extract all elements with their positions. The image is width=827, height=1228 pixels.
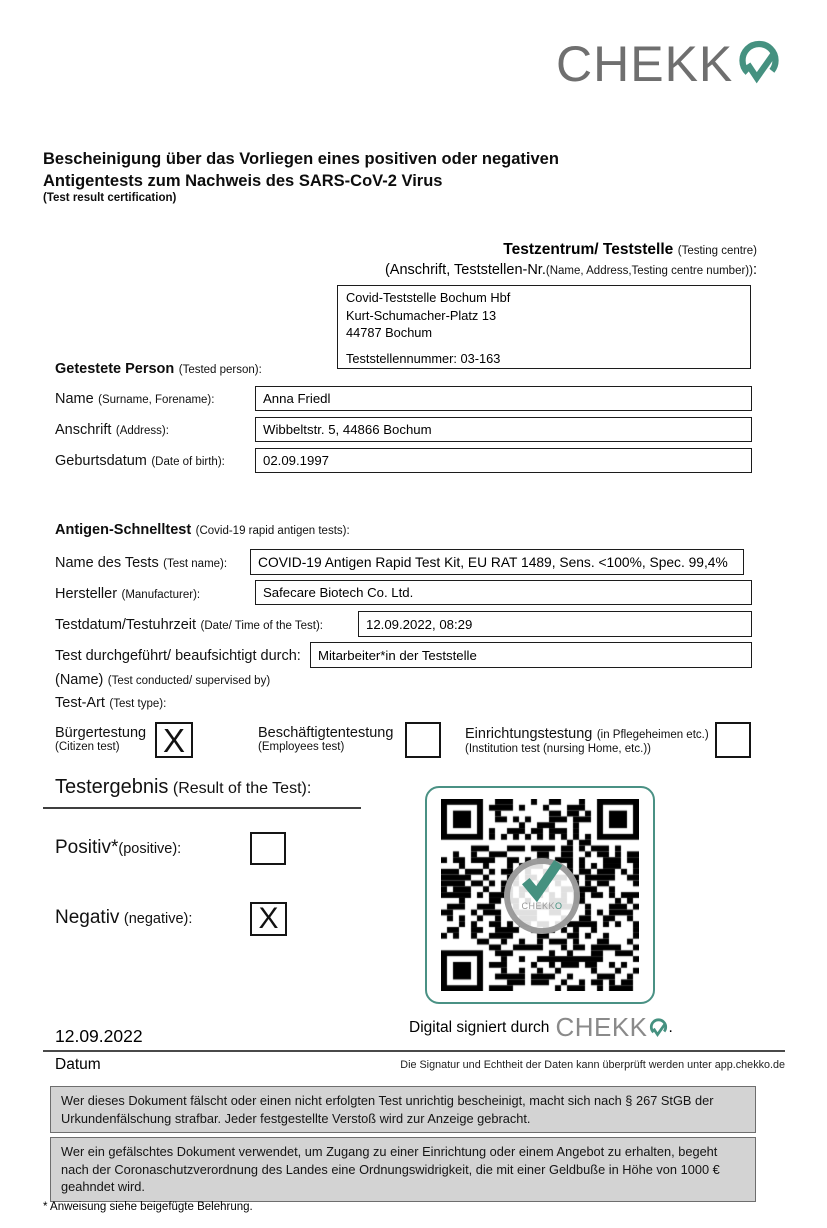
citizen-test-checkbox <box>155 722 193 758</box>
test-datetime-value: 12.09.2022, 08:29 <box>366 616 473 632</box>
test-name-field <box>250 549 744 575</box>
address-field <box>255 417 752 442</box>
conducted-by-label: Test durchgeführt/ beaufsichtigt durch: <box>55 648 301 664</box>
signature-pin-icon <box>648 1017 669 1041</box>
citizen-test-label: Bürgertestung (Citizen test) <box>55 725 147 753</box>
qr-code-frame <box>425 786 655 1004</box>
legal-box-2: Wer ein gefälschtes Dokument verwendet, um Zugang zu einer Einrichtung oder einem Angebot zu erhalten, begeht nach der Coronaschutzverordnung des Landes eine Ordnungswidrigkeit, die mit einer Geldbuße in Höhe von 1000 € geahndet wird. <box>50 1137 756 1202</box>
negative-checkbox <box>250 902 287 936</box>
dob-value: 02.09.1997 <box>263 453 330 468</box>
test-centre-address-box <box>337 285 751 369</box>
signature-prefix: Digital signiert durch <box>409 1018 550 1036</box>
dob-field <box>255 448 752 473</box>
test-centre-heading <box>385 241 757 279</box>
qr-chekko-badge <box>504 858 580 934</box>
test-centre-subtitle-en: (Name, Address,Testing centre number)) <box>545 265 753 277</box>
manufacturer-label: Hersteller (Manufacturer): <box>55 586 201 602</box>
centre-name: Covid-Teststelle Bochum Hbf <box>346 290 511 305</box>
result-title-en: (Result of the Test): <box>172 780 312 797</box>
test-centre-title: Testzentrum/ Teststelle <box>503 241 674 258</box>
name-value: Anna Friedl <box>263 391 331 406</box>
result-title: Testergebnis <box>55 776 169 798</box>
institution-test-label: Einrichtungstestung (in Pflegeheimen etc.) (Institution test (nursing Home, etc.)) <box>465 726 709 755</box>
result-heading <box>43 776 361 809</box>
checkmark-icon <box>516 855 568 903</box>
chekko-logo <box>556 36 783 92</box>
conducted-by-field <box>310 642 752 668</box>
antigen-title: Antigen-Schnelltest <box>55 522 192 538</box>
test-datetime-field <box>358 611 752 637</box>
centre-city: 44787 Bochum <box>346 325 433 340</box>
test-datetime-label: Testdatum/Testuhrzeit (Date/ Time of the Test): <box>55 617 324 633</box>
test-centre-subtitle-colon: : <box>752 262 757 278</box>
legal-box-1: Wer dieses Dokument fälscht oder einen nicht erfolgten Test unrichtig bescheinigt, macht sich nach § 267 StGB der Urkundenfälschung strafbar. Jeder festgestellte Verstoß wird zur Anzeige gebracht. <box>50 1086 756 1133</box>
verify-note: Die Signatur und Echtheit der Daten kann überprüft werden unter app.chekko.de <box>400 1059 785 1071</box>
title-line1: Bescheinigung über das Vorliegen eines positiven oder negativen <box>43 150 559 168</box>
digital-signature-line <box>409 1012 673 1043</box>
title-subtitle: (Test result certification) <box>43 192 177 204</box>
antigen-heading <box>55 521 350 539</box>
dob-label: Geburtsdatum (Date of birth): <box>55 453 225 469</box>
name-field <box>255 386 752 411</box>
qr-badge-label: CHEKKO <box>521 901 563 911</box>
logo-text: CHEKK <box>556 36 734 92</box>
antigen-title-en: (Covid-19 rapid antigen tests): <box>195 525 350 537</box>
positive-label: Positiv*(positive): <box>55 837 182 858</box>
manufacturer-value: Safecare Biotech Co. Ltd. <box>263 585 414 600</box>
date-value: 12.09.2022 <box>55 1026 143 1046</box>
conducted-by-label2: (Name) (Test conducted/ supervised by) <box>55 672 271 688</box>
name-label: Name (Surname, Forename): <box>55 391 215 407</box>
address-label: Anschrift (Address): <box>55 422 169 438</box>
test-type-label: Test-Art (Test type): <box>55 695 167 711</box>
manufacturer-field <box>255 580 752 605</box>
negative-mark: X <box>258 902 279 935</box>
signature-logo-text: CHEKK <box>555 1012 648 1042</box>
centre-number: Teststellennummer: 03-163 <box>346 350 501 366</box>
test-name-label: Name des Tests (Test name): <box>55 555 228 571</box>
tested-person-title: Getestete Person <box>55 361 175 377</box>
footnote: * Anweisung siehe beigefügte Belehrung. <box>43 1201 253 1213</box>
signature-rule <box>43 1050 785 1052</box>
signature-period: . <box>668 1018 673 1036</box>
test-centre-subtitle: (Anschrift, Teststellen-Nr. <box>384 262 546 278</box>
tested-person-title-en: (Tested person): <box>178 364 262 376</box>
negative-label: Negativ (negative): <box>55 907 193 928</box>
institution-test-checkbox <box>715 722 751 758</box>
conducted-by-value: Mitarbeiter*in der Teststelle <box>318 647 477 663</box>
positive-checkbox <box>250 832 286 865</box>
date-label: Datum <box>55 1056 101 1073</box>
logo-pin-icon <box>735 38 783 92</box>
tested-person-heading <box>55 360 262 378</box>
test-centre-title-en: (Testing centre) <box>677 245 757 257</box>
title-line2: Antigentests zum Nachweis des SARS-CoV-2 Virus <box>43 172 443 190</box>
centre-street: Kurt-Schumacher-Platz 13 <box>346 307 497 323</box>
test-name-value: COVID-19 Antigen Rapid Test Kit, EU RAT 1489, Sens. <100%, Spec. 99,4% <box>258 554 728 570</box>
address-value: Wibbeltstr. 5, 44866 Bochum <box>263 422 432 437</box>
employees-test-checkbox <box>405 722 441 758</box>
document-title <box>43 148 559 204</box>
employees-test-label: Beschäftigtentestung (Employees test) <box>258 725 394 753</box>
citizen-test-mark: X <box>162 721 185 759</box>
